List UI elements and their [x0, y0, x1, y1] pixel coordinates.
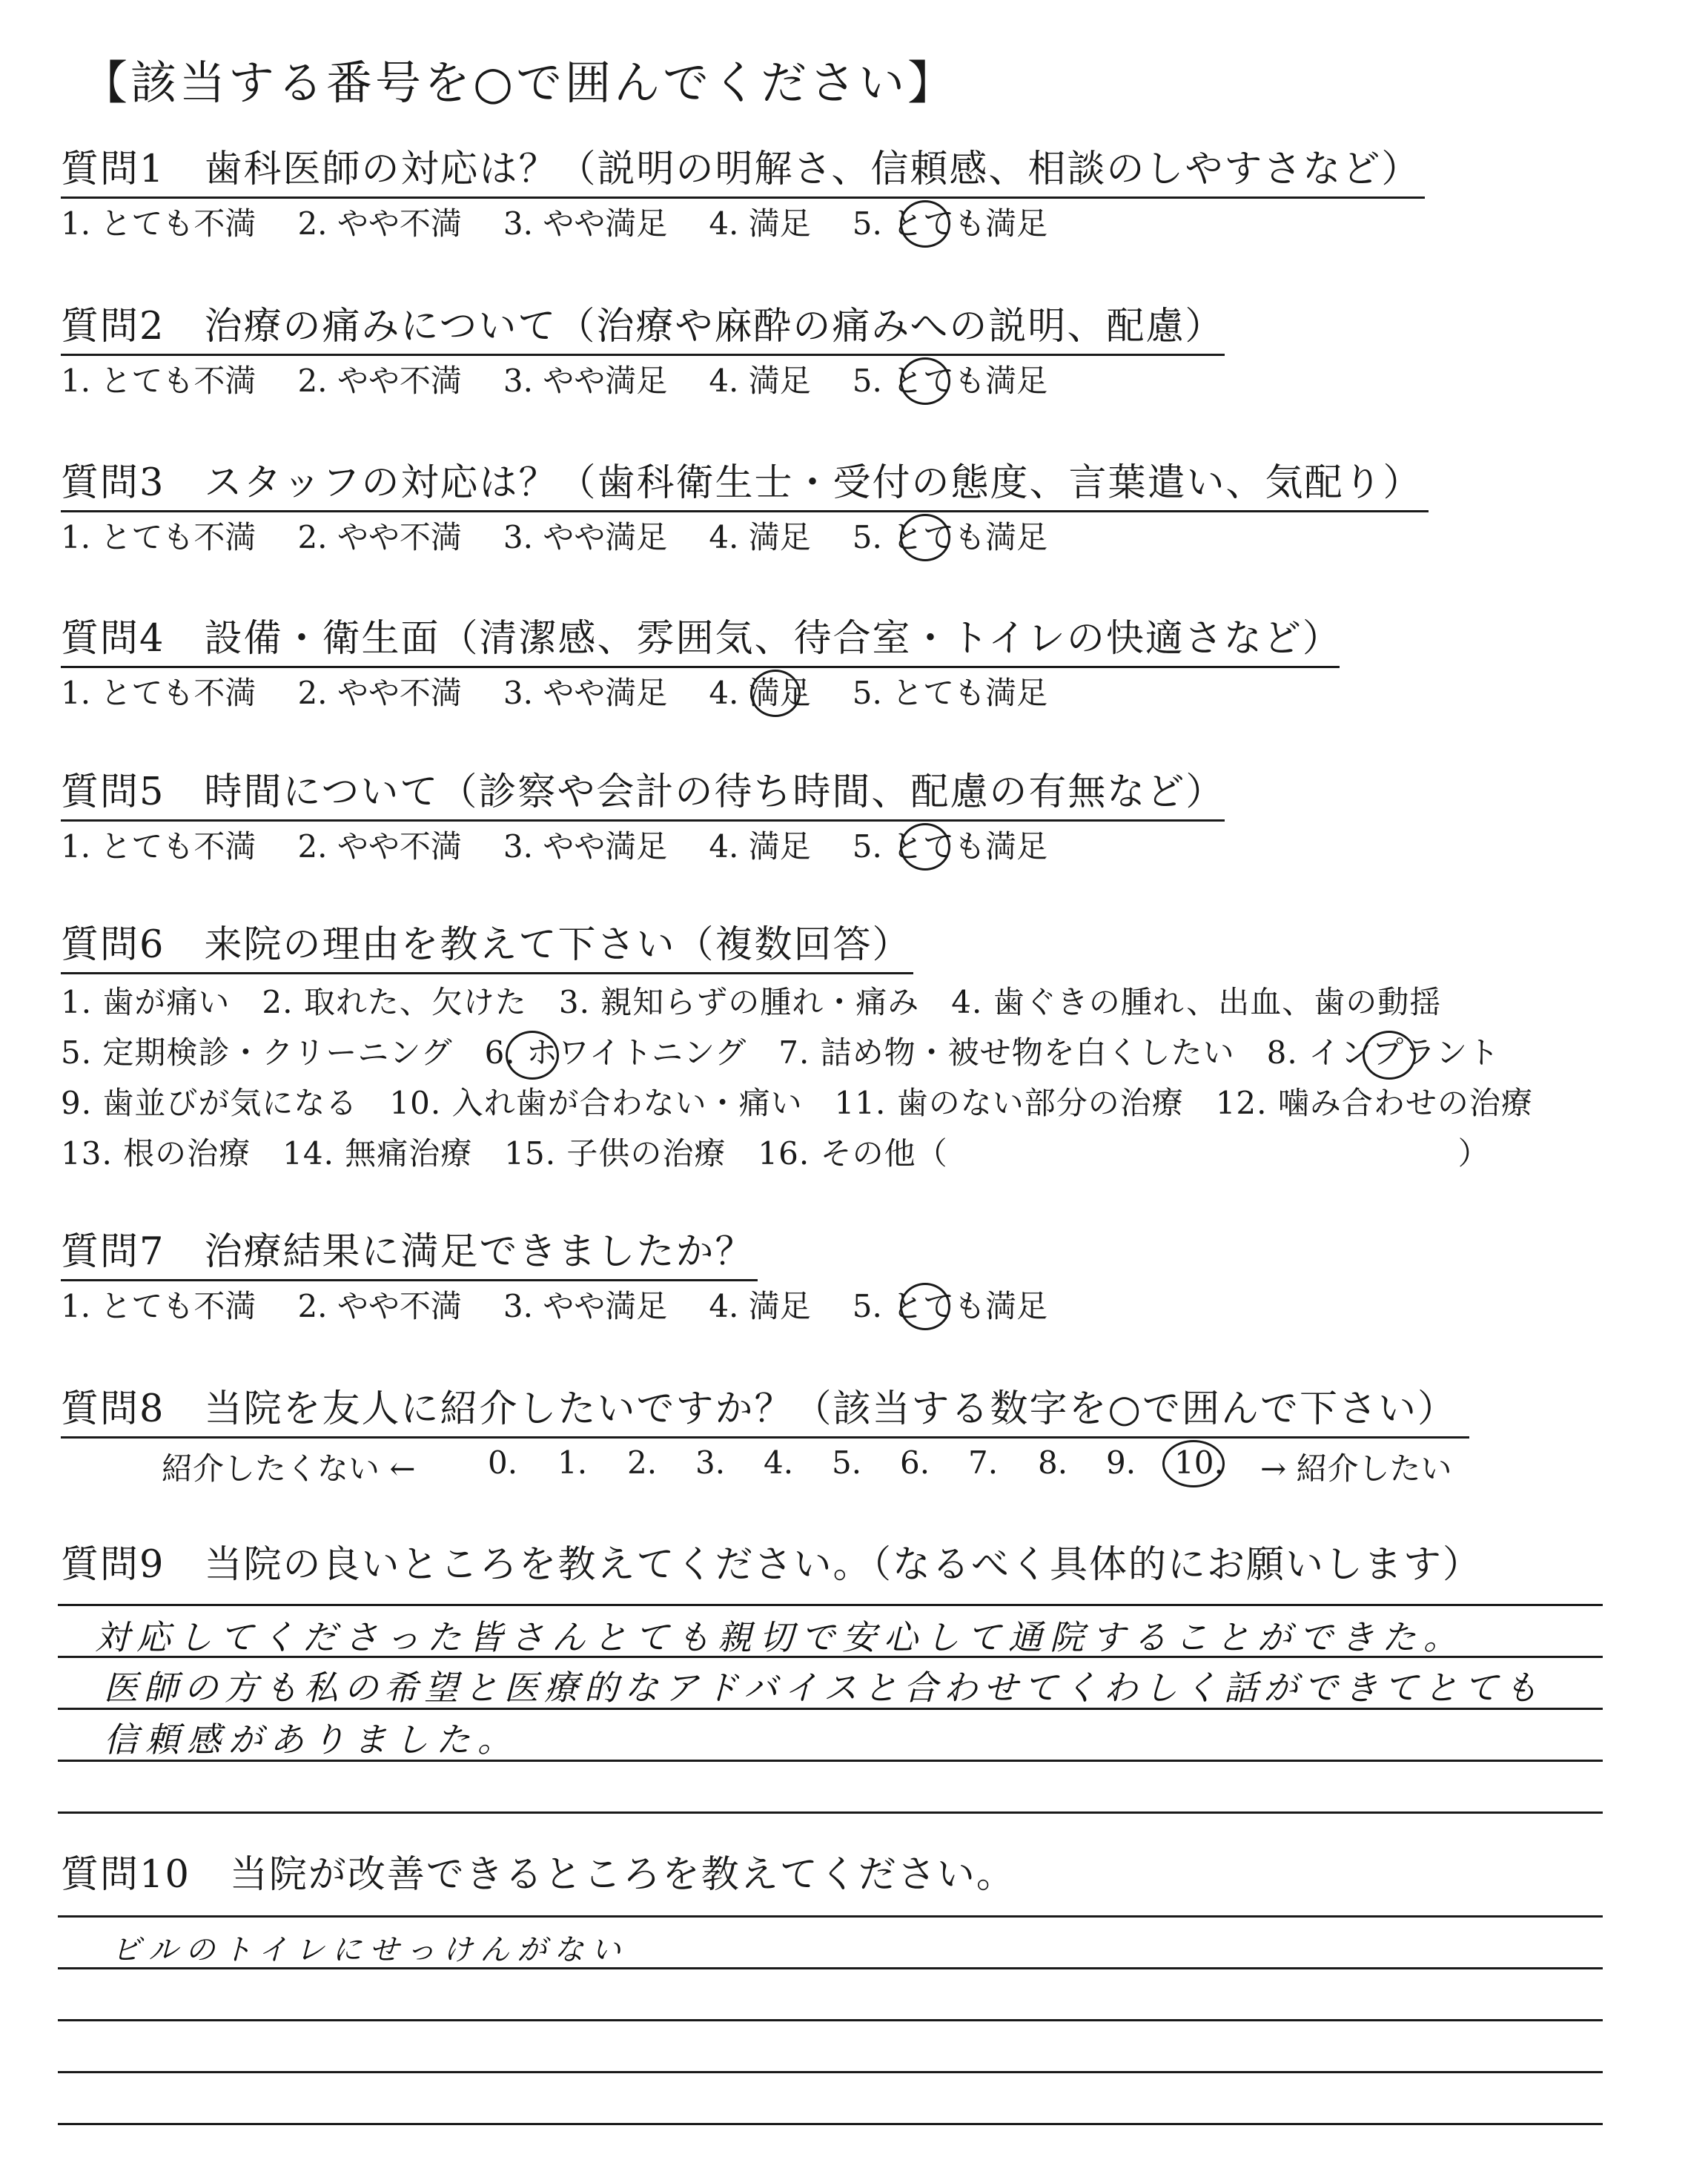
q8-scale-4[interactable]: 4.	[764, 1444, 794, 1481]
q8-scale-1[interactable]: 1.	[557, 1444, 588, 1481]
q6-row-3[interactable]: 9. 歯並びが気になる 10. 入れ歯が合わない・痛い 11. 歯のない部分の治療 12. 噛み合わせの治療	[61, 1085, 1533, 1121]
option-4[interactable]: 4. 満足	[709, 519, 811, 555]
option-5[interactable]: 5. とても満足	[852, 828, 1048, 865]
option-3[interactable]: 3. やや満足	[503, 519, 668, 555]
answer-circle-q4	[750, 670, 801, 717]
answer-circle-q6-6	[506, 1031, 559, 1080]
q8-scale-7[interactable]: 7.	[968, 1444, 999, 1481]
q8-scale-2[interactable]: 2.	[627, 1444, 658, 1481]
q9-answer-line-3[interactable]: 信頼感がありました。	[104, 1720, 519, 1760]
option-4[interactable]: 4. 満足	[709, 828, 811, 865]
option-5[interactable]: 5. とても満足	[852, 205, 1048, 242]
question-9-label: 質問9 当院の良いところを教えてください。（なるべく具体的にお願いします）	[61, 1543, 1482, 1587]
writing-line	[58, 1604, 1603, 1606]
answer-circle-q7	[900, 1283, 950, 1330]
q8-scale-6[interactable]: 6.	[900, 1444, 930, 1481]
option-3[interactable]: 3. やや満足	[503, 1288, 668, 1324]
writing-line	[58, 2071, 1603, 2073]
question-4-underline	[61, 666, 1340, 668]
option-1[interactable]: 1. とても不満	[61, 205, 256, 242]
q8-scale-8[interactable]: 8.	[1038, 1444, 1068, 1481]
writing-line	[58, 1915, 1603, 1918]
question-3-label: 質問3 スタッフの対応は？（歯科衛生士・受付の態度、言葉遣い、気配り）	[61, 461, 1423, 505]
question-4-options	[61, 673, 1089, 714]
q8-scale-5[interactable]: 5.	[832, 1444, 862, 1481]
q9-answer-line-1[interactable]: 対応してくださった皆さんとても親切で安心して通院することができた。	[95, 1617, 1465, 1657]
option-1[interactable]: 1. とても不満	[61, 519, 256, 555]
q10-answer-line-1[interactable]: ビルのトイレにせっけんがない	[111, 1933, 629, 1967]
option-2[interactable]: 2. やや不満	[297, 363, 462, 399]
question-6-label: 質問6 来院の理由を教えて下さい（複数回答）	[61, 923, 912, 967]
option-5[interactable]: 5. とても満足	[852, 1288, 1048, 1324]
question-3-underline	[61, 510, 1429, 512]
q9-answer-line-2[interactable]: 医師の方も私の希望と医療的なアドバイスと合わせてくわしく話ができてとても	[104, 1668, 1544, 1708]
question-1-label: 質問1 歯科医師の対応は？（説明の明解さ、信頼感、相談のしやすさなど）	[61, 148, 1421, 191]
question-8-label: 質問8 当院を友人に紹介したいですか？（該当する数字を○で囲んで下さい）	[61, 1387, 1457, 1431]
question-2-label: 質問2 治療の痛みについて（治療や麻酔の痛みへの説明、配慮）	[61, 305, 1225, 349]
writing-line	[58, 1811, 1603, 1814]
question-7-underline	[61, 1279, 758, 1281]
question-5-label: 質問5 時間について（診察や会計の待ち時間、配慮の有無など）	[61, 770, 1225, 814]
answer-circle-q6-8	[1363, 1031, 1416, 1080]
answer-circle-q3	[900, 514, 950, 561]
writing-line	[58, 2019, 1603, 2021]
option-2[interactable]: 2. やや不満	[297, 828, 462, 865]
q8-scale-3[interactable]: 3.	[695, 1444, 726, 1481]
answer-circle-q2	[900, 357, 950, 405]
q8-scale-9[interactable]: 9.	[1106, 1444, 1136, 1481]
option-2[interactable]: 2. やや不満	[297, 1288, 462, 1324]
q8-right-label: → 紹介したい	[1260, 1450, 1452, 1487]
question-1-underline	[61, 196, 1425, 199]
option-1[interactable]: 1. とても不満	[61, 675, 256, 711]
q6-row-1[interactable]: 1. 歯が痛い 2. 取れた、欠けた 3. 親知らずの腫れ・痛み 4. 歯ぐきの腫れ、出血、歯の動揺	[61, 984, 1442, 1020]
option-1[interactable]: 1. とても不満	[61, 1288, 256, 1324]
option-2[interactable]: 2. やや不満	[297, 675, 462, 711]
option-3[interactable]: 3. やや満足	[503, 675, 668, 711]
page-title: 【該当する番号を○で囲んでください】	[82, 56, 957, 110]
q8-left-label: 紹介したくない ←	[162, 1450, 416, 1487]
answer-circle-q8	[1162, 1440, 1225, 1487]
writing-line	[58, 2123, 1603, 2125]
option-2[interactable]: 2. やや不満	[297, 519, 462, 555]
q6-row-2[interactable]: 5. 定期検診・クリーニング 6. ホワイトニング 7. 詰め物・被せ物を白くしたい 8. インプラント	[61, 1034, 1500, 1071]
option-3[interactable]: 3. やや満足	[503, 363, 668, 399]
question-7-label: 質問7 治療結果に満足できましたか？	[61, 1230, 755, 1274]
option-5[interactable]: 5. とても満足	[852, 675, 1048, 711]
option-4[interactable]: 4. 満足	[709, 1288, 811, 1324]
option-3[interactable]: 3. やや満足	[503, 828, 668, 865]
question-6-underline	[61, 972, 913, 974]
option-5[interactable]: 5. とても満足	[852, 363, 1048, 399]
option-4[interactable]: 4. 満足	[709, 675, 811, 711]
option-1[interactable]: 1. とても不満	[61, 363, 256, 399]
option-2[interactable]: 2. やや不満	[297, 205, 462, 242]
q8-scale-10[interactable]: 10.	[1174, 1444, 1224, 1481]
answer-circle-q1	[900, 200, 950, 248]
question-10-label: 質問10 当院が改善できるところを教えてください。	[61, 1853, 1016, 1897]
option-4[interactable]: 4. 満足	[709, 205, 811, 242]
question-2-underline	[61, 354, 1225, 356]
q6-row-4[interactable]: 13. 根の治療 14. 無痛治療 15. 子供の治療 16. その他（ ）	[61, 1135, 1490, 1172]
option-3[interactable]: 3. やや満足	[503, 205, 668, 242]
question-8-underline	[61, 1436, 1469, 1439]
option-4[interactable]: 4. 満足	[709, 363, 811, 399]
question-4-label: 質問4 設備・衛生面（清潔感、雰囲気、待合室・トイレの快適さなど）	[61, 617, 1342, 661]
option-1[interactable]: 1. とても不満	[61, 828, 256, 865]
question-5-underline	[61, 819, 1225, 822]
option-5[interactable]: 5. とても満足	[852, 519, 1048, 555]
answer-circle-q5	[900, 823, 950, 871]
q8-scale-0[interactable]: 0.	[488, 1444, 518, 1481]
